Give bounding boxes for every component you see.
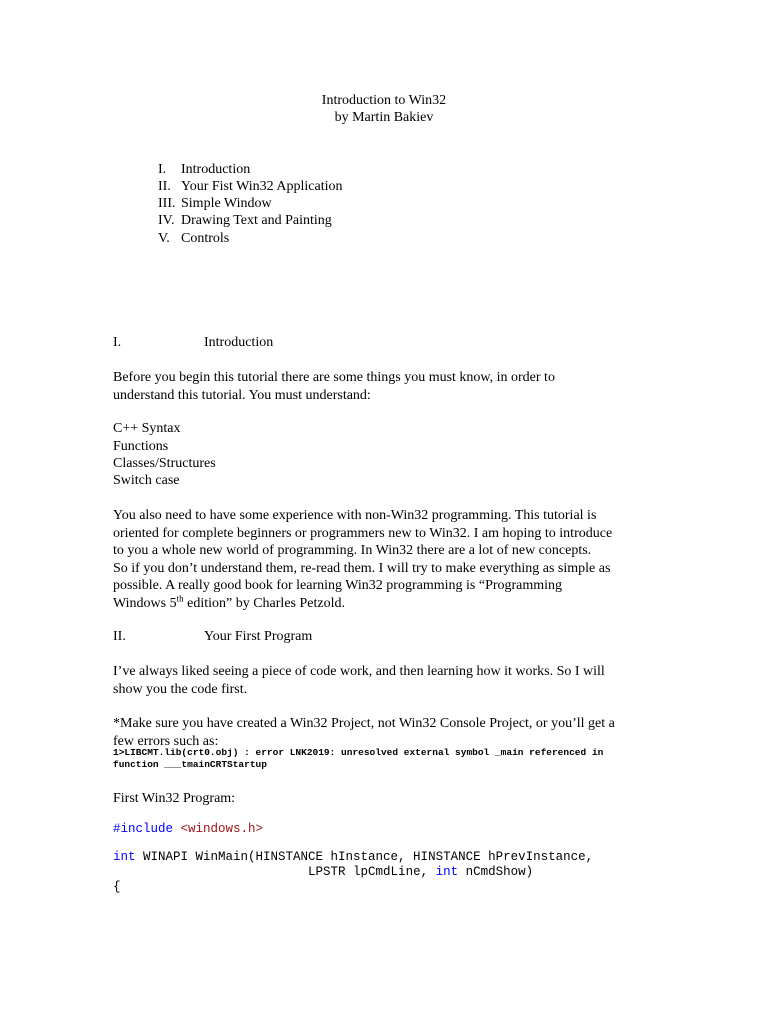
toc-item-simple-window: Simple Window (181, 196, 272, 211)
list-item: Classes/Structures (113, 456, 216, 471)
section-2-heading: Your First Program (204, 629, 313, 644)
section-2-number: II. (113, 629, 126, 644)
toc-item-number: IV. (158, 213, 175, 228)
section-1-number: I. (113, 335, 122, 350)
toc-item-number: III. (158, 196, 176, 211)
code-text: WINAPI WinMain(HINSTANCE hInstance, HINSTANCE hPrevInstance, (135, 850, 594, 864)
code-text: LPSTR lpCmdLine, (308, 865, 436, 879)
code-indent (113, 865, 308, 879)
toc-item-controls: Controls (181, 231, 230, 246)
code-keyword: int (113, 850, 136, 864)
code-line-brace: { (113, 880, 121, 894)
code-string: <windows.h> (180, 822, 264, 836)
toc-item-introduction: Introduction (181, 162, 251, 177)
section-1-intro-paragraph: Before you begin this tutorial there are some things you must know, in order to understand this tutorial. You must understand: (113, 370, 555, 403)
code-line-params (113, 865, 533, 880)
paragraph-text: You also need to have some experience with non-Win32 programming. This tutorial is oriented for complete beginners or programmers new to Win32. I am hoping to introduce to you a whole new world of programming. In Win32 there are a lot of new concepts. So if you don’t understand them, re-read them. I will try to make everything as simple as possible. A really good book for learning Win32 programming is “Programming Windows 5 (113, 508, 613, 611)
document-title: Introduction to Win32 (321, 93, 447, 108)
superscript: th (176, 592, 184, 603)
first-program-label: First Win32 Program: (113, 791, 236, 806)
document-author: by Martin Bakiev (334, 110, 434, 125)
toc-item-drawing-text: Drawing Text and Painting (181, 213, 332, 228)
section-1-heading: Introduction (204, 335, 274, 350)
toc-item-number: II. (158, 179, 171, 194)
section-1-experience-paragraph (113, 507, 612, 612)
list-item: Switch case (113, 473, 180, 488)
toc-item-number: V. (158, 231, 170, 246)
code-keyword: #include (113, 822, 174, 836)
toc-item-first-application: Your Fist Win32 Application (181, 179, 343, 194)
section-2-intro-paragraph: I’ve always liked seeing a piece of code work, and then learning how it works. So I will show you the code first. (113, 664, 605, 697)
list-item: C++ Syntax (113, 421, 181, 436)
error-message-line: function ___tmainCRTStartup (113, 759, 267, 770)
project-type-note: *Make sure you have created a Win32 Project, not Win32 Console Project, or you’ll get a few errors such as: (113, 716, 615, 749)
paragraph-text: edition” by Charles Petzold. (183, 595, 345, 611)
list-item: Functions (113, 439, 169, 454)
code-line-winmain (113, 850, 593, 865)
error-message-line: 1>LIBCMT.lib(crt0.obj) : error LNK2019: unresolved external symbol _main referenced in (113, 747, 604, 758)
toc-item-number: I. (158, 162, 167, 177)
code-text: nCmdShow) (458, 865, 534, 879)
code-keyword: int (435, 865, 459, 879)
code-line-include (113, 822, 263, 837)
